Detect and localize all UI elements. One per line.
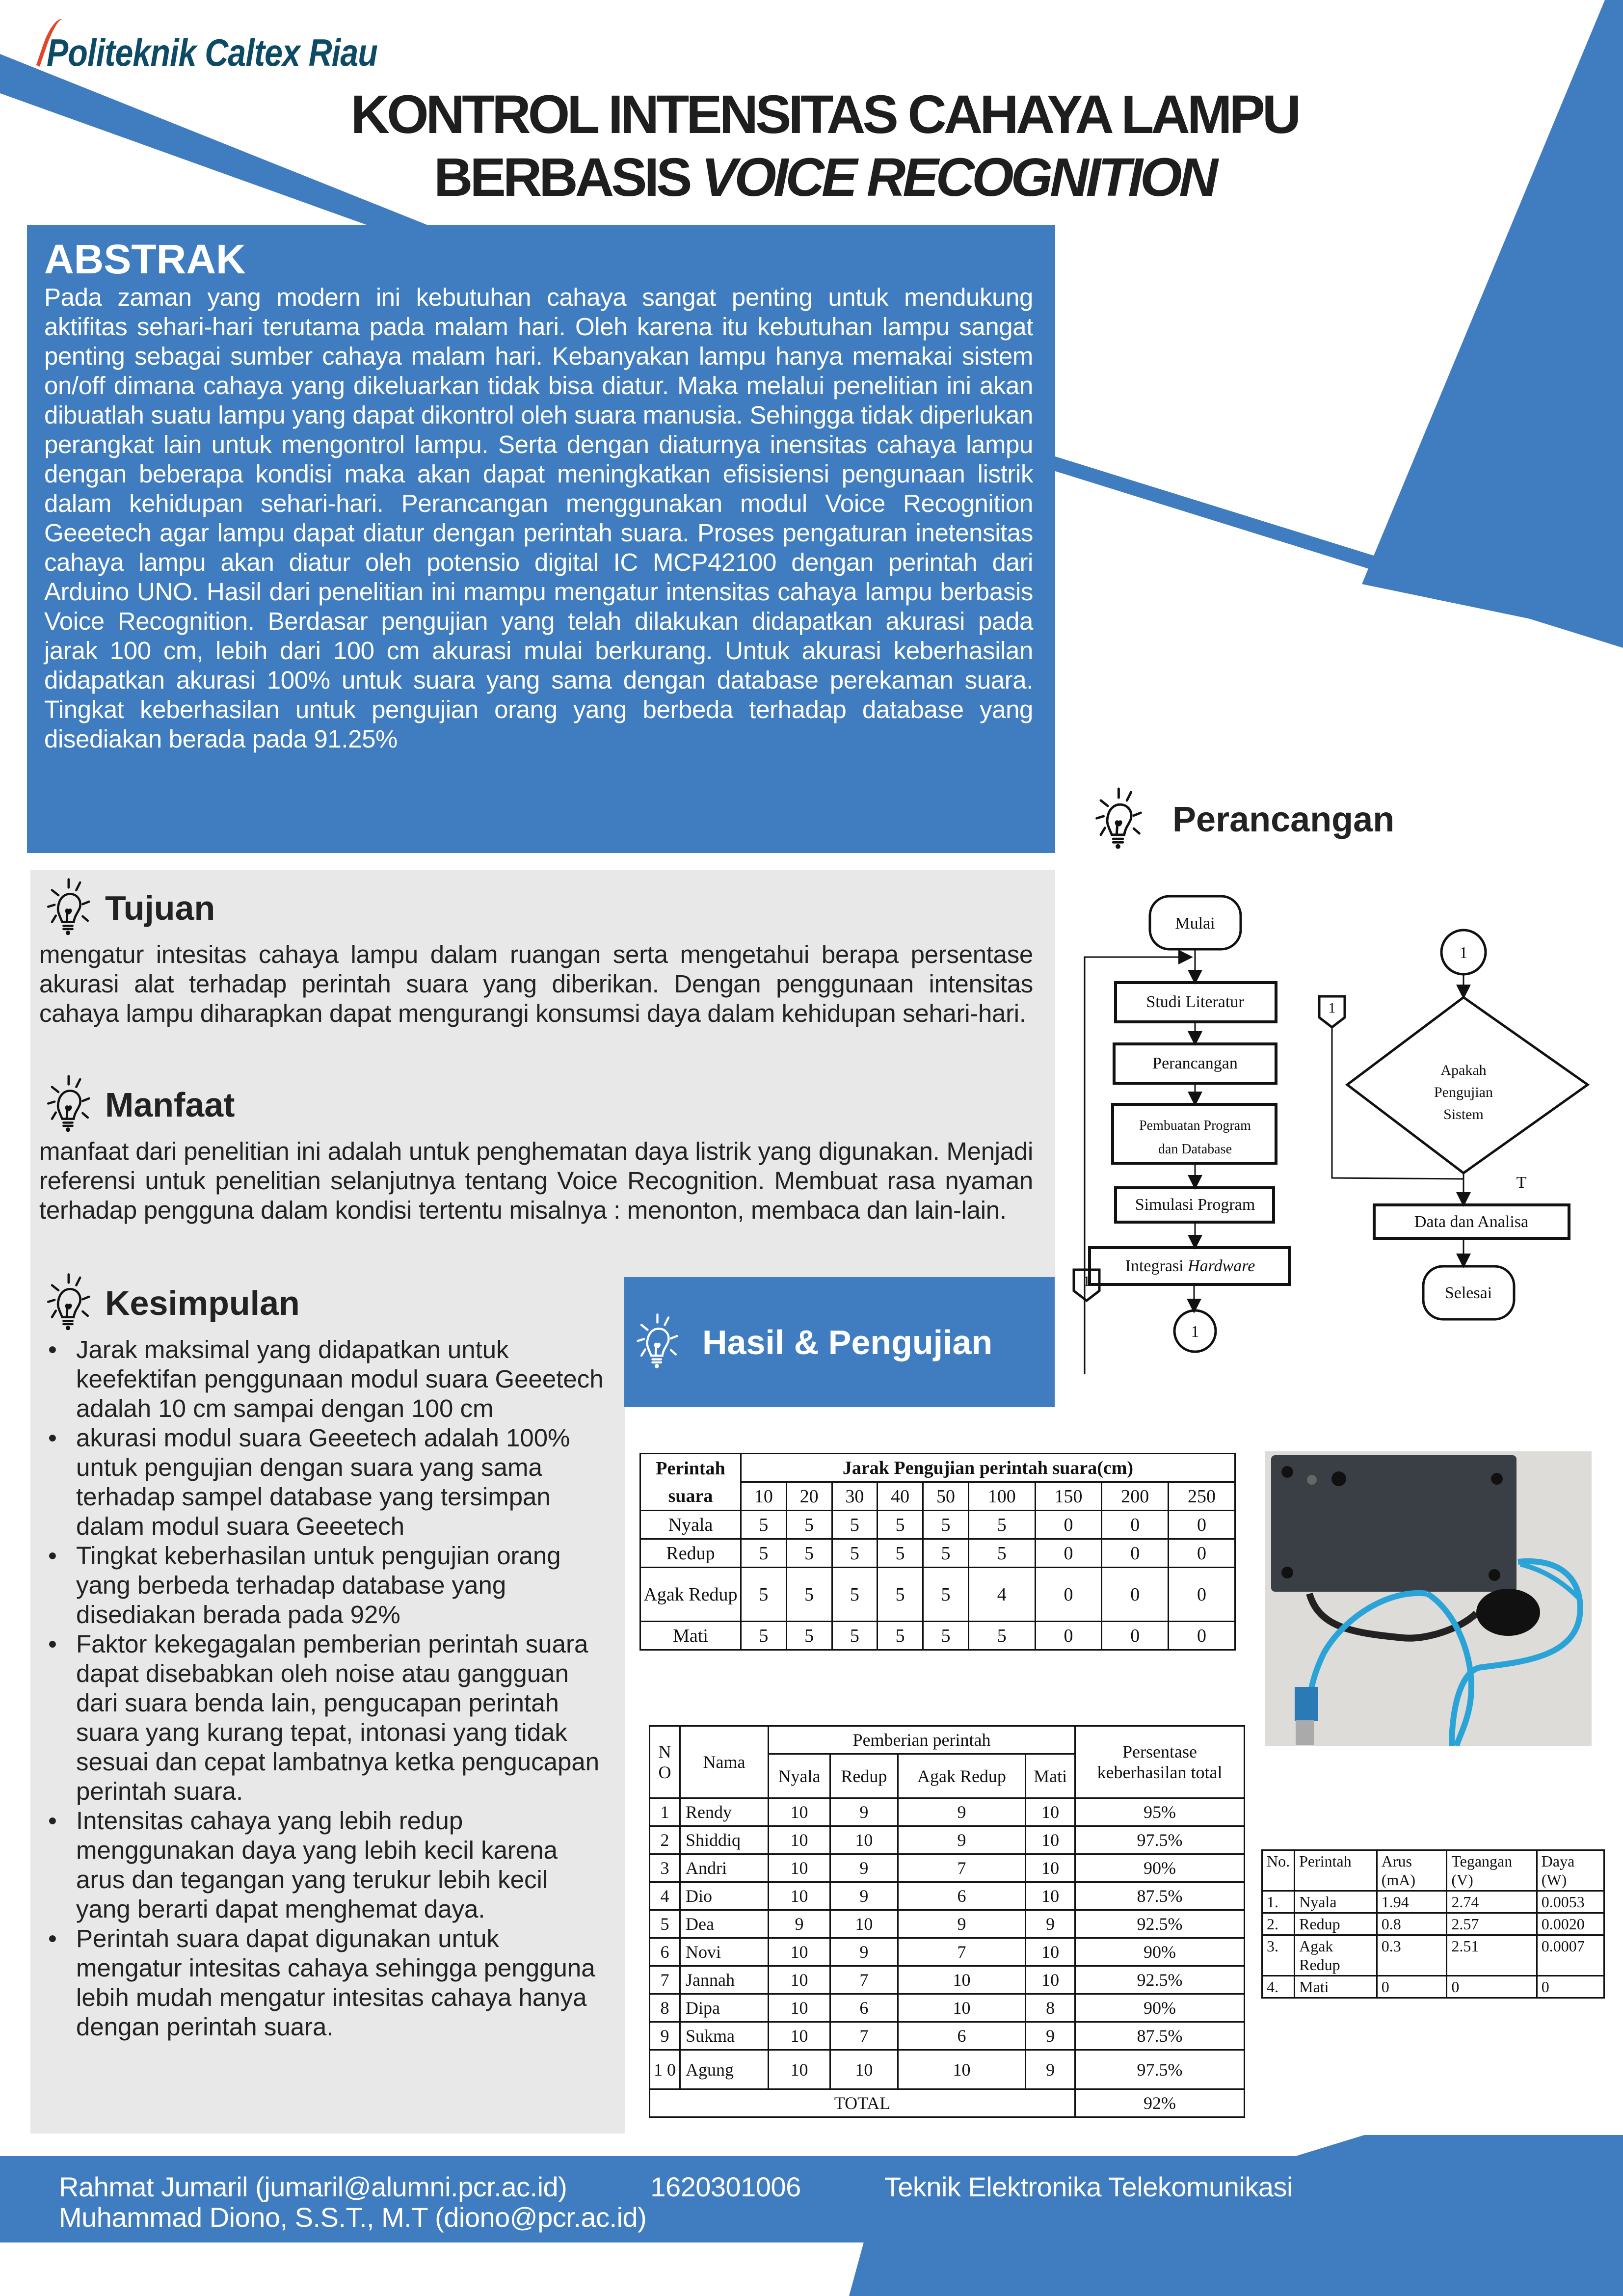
value-cell: 10: [830, 1910, 898, 1938]
value-cell: 0: [1035, 1622, 1102, 1650]
flowchart: [1065, 879, 1615, 1438]
value-cell: 9: [898, 1826, 1026, 1854]
power-header-cell: No.: [1262, 1850, 1295, 1891]
no-cell: 2: [650, 1826, 680, 1854]
value-cell: 10: [1026, 1938, 1075, 1966]
kesimpulan-item: • Intensitas cahaya yang lebih redup menggunakan daya yang lebih kecil karena arus dan tegangan yang terukur lebih kecil yang berarti dapat menghemat daya.: [39, 1806, 609, 1924]
value-cell: 9: [830, 1938, 898, 1966]
distance-test-table: [639, 1453, 1236, 1651]
footer-prodi: Teknik Elektronika Telekomunikasi: [884, 2171, 1293, 2202]
power-table: [1261, 1849, 1605, 1999]
value-cell: 5: [832, 1622, 878, 1650]
value-cell: 10: [898, 1994, 1026, 2022]
value-cell: 5: [923, 1539, 969, 1568]
table-row: [650, 1966, 1245, 1994]
kesimpulan-item: • akurasi modul suara Geeetech adalah 100% untuk pengujian dengan suara yang sama terhadap sampel database yang tersimpan dalam modul suara Geeetech: [39, 1423, 609, 1541]
table-row: [650, 1938, 1245, 1966]
kesimpulan-item: • Faktor kekegagalan pemberian perintah suara dapat disebabkan oleh noise atau gangguan dari suara benda lain, pengucapan perintah suara yang kurang tepat, intonasi yang tidak sesuai dan cepat lambatnya ketka pengucapan perintah suara.: [39, 1629, 609, 1806]
percent-cell: 87.5%: [1075, 1882, 1245, 1910]
header-pemberian: Pemberian perintah: [769, 1726, 1075, 1754]
value-cell: 0: [1169, 1511, 1235, 1539]
hasil-heading: Hasil & Pengujian: [702, 1323, 993, 1362]
value-cell: 5: [878, 1539, 923, 1568]
value-cell: 0: [1035, 1511, 1102, 1539]
table-row: [650, 1882, 1245, 1910]
power-cell: Nyala: [1295, 1891, 1377, 1913]
power-header-cell: Arus (mA): [1377, 1850, 1447, 1891]
tujuan-section: [39, 876, 1033, 1028]
value-cell: 10: [769, 1966, 830, 1994]
percent-cell: 97.5%: [1075, 2050, 1245, 2089]
abstract-heading: ABSTRAK: [44, 236, 246, 282]
value-cell: 0: [1102, 1622, 1169, 1650]
distance-cell: 250: [1169, 1482, 1235, 1511]
value-cell: 10: [769, 1882, 830, 1910]
value-cell: 10: [1026, 1854, 1075, 1882]
percent-cell: 92.5%: [1075, 1910, 1245, 1938]
value-cell: 10: [769, 1938, 830, 1966]
value-cell: 0: [1102, 1568, 1169, 1622]
title-line-1: KONTROL INTENSITAS CAHAYA LAMPU: [350, 84, 1299, 145]
distance-cell: 40: [878, 1482, 923, 1511]
power-cell: 0.0007: [1537, 1935, 1604, 1976]
power-cell: Agak Redup: [1295, 1935, 1377, 1976]
value-cell: 5: [832, 1511, 878, 1539]
value-cell: 9: [1026, 1910, 1075, 1938]
flow-start-label: Mulai: [1175, 914, 1215, 933]
value-cell: 0: [1169, 1568, 1235, 1622]
value-cell: 10: [898, 1966, 1026, 1994]
name-cell: Jannah: [680, 1966, 769, 1994]
value-cell: 0: [1035, 1568, 1102, 1622]
manfaat-body: manfaat dari penelitian ini adalah untuk penghematan daya listrik yang digunakan. Menjadi referensi untuk penelitian selanjutnya tentang Voice Recognition. Membuat rasa nyaman terhadap pengguna dalam kondisi tertentu misalnya : menonton, membaca dan lain-lain.: [39, 1137, 1033, 1224]
table-row: [1262, 1976, 1604, 1998]
power-cell: 4.: [1262, 1976, 1295, 1998]
value-cell: 5: [878, 1622, 923, 1650]
value-cell: 7: [830, 2022, 898, 2050]
percent-cell: 92.5%: [1075, 1966, 1245, 1994]
value-cell: 5: [878, 1568, 923, 1622]
value-cell: 5: [741, 1568, 787, 1622]
value-cell: 10: [1026, 1826, 1075, 1854]
value-cell: 10: [769, 1826, 830, 1854]
kesimpulan-item: • Tingkat keberhasilan untuk pengujian orang yang berbeda terhadap database yang disediakan berada pada 92%: [39, 1541, 609, 1629]
flow-decision-label-2: Pengujian: [1434, 1084, 1493, 1100]
kesimpulan-list: [39, 1335, 609, 2042]
distance-cell: 150: [1035, 1482, 1102, 1511]
lightbulb-icon: [39, 1271, 103, 1335]
value-cell: 7: [898, 1938, 1026, 1966]
value-cell: 5: [741, 1539, 787, 1568]
no-cell: 4: [650, 1882, 680, 1910]
lightbulb-icon: [629, 1311, 691, 1373]
value-cell: 9: [769, 1910, 830, 1938]
kesimpulan-item: • Jarak maksimal yang didapatkan untuk keefektifan penggunaan modul suara Geeetech adalah 10 cm sampai dengan 100 cm: [39, 1335, 609, 1423]
table-row: [650, 2022, 1245, 2050]
value-cell: 5: [923, 1511, 969, 1539]
lightbulb-icon: [1087, 785, 1156, 854]
no-cell: 7: [650, 1966, 680, 1994]
header-jarak: Jarak Pengujian perintah suara(cm): [741, 1454, 1235, 1482]
abstract-body: Pada zaman yang modern ini kebutuhan cahaya sangat penting untuk mendukung aktifitas sehari-hari terutama pada malam hari. Oleh karena itu kebutuhan lampu sangat penting sebagai sumber cahaya malam hari. Kebanyakan lampu hanya memakai sistem on/off dimana cahaya yang dikeluarkan tidak bisa diatur. Maka melalui penelitian ini akan dibuatlah suatu lampu yang dapat dikontrol oleh suara manusia. Sehingga tidak diperlukan perangkat lain untuk mengontrol lampu. Serta dengan diaturnya inensitas cahaya lampu dengan beberapa kondisi maka akan dapat meningkatkan efisisiensi pengunaan listrik dalam kehidupan sehari-hari. Perancangan menggunakan modul Voice Recognition Geeetech agar lampu dapat diatur dengan perintah suara. Proses pengaturan inetensitas cahaya lampu akan diatur oleh potensio digital IC MCP42100 dengan perintah dari Arduino UNO. Hasil dari penelitian ini mampu mengatur intensitas cahaya lampu berbasis Voice Recognition. Berdasar pengujian yang telah dilakukan didapatkan akurasi pada jarak 100 cm, lebih dari 100 cm akurasi mulai berkurang. Untuk akurasi keberhasilan didapatkan akurasi 100% untuk suara yang sama dengan database perekaman suara. Tingkat keberhasilan untuk pengujian orang yang berbeda terhadap database yang disediakan berada pada 91.25%: [44, 283, 1033, 753]
power-cell: 0: [1447, 1976, 1537, 1998]
no-cell: 6: [650, 1938, 680, 1966]
hasil-pengujian-header: [624, 1277, 1055, 1407]
value-cell: 6: [898, 1882, 1026, 1910]
value-cell: 10: [830, 2050, 898, 2089]
value-cell: 0: [1169, 1622, 1235, 1650]
power-cell: 0: [1537, 1976, 1604, 1998]
value-cell: 6: [830, 1994, 898, 2022]
table-row: [640, 1568, 1235, 1622]
distance-cell: 10: [741, 1482, 787, 1511]
value-cell: 10: [769, 2022, 830, 2050]
percent-cell: 90%: [1075, 1938, 1245, 1966]
no-cell: 3: [650, 1854, 680, 1882]
table-row: [650, 1910, 1245, 1938]
no-cell: 9: [650, 2022, 680, 2050]
manfaat-section: [39, 1073, 1033, 1225]
percent-cell: 90%: [1075, 1854, 1245, 1882]
name-cell: Agung: [680, 2050, 769, 2089]
name-cell: Andri: [680, 1854, 769, 1882]
value-cell: 5: [923, 1568, 969, 1622]
logo-text: Politeknik Caltex Riau: [47, 31, 377, 74]
value-cell: 5: [786, 1539, 832, 1568]
flow-studi-label: Studi Literatur: [1146, 993, 1244, 1011]
header-no: N O: [650, 1726, 680, 1798]
value-cell: 10: [830, 1826, 898, 1854]
distance-cell: 200: [1102, 1482, 1169, 1511]
power-cell: 2.57: [1447, 1913, 1537, 1935]
device-photo-image: [1265, 1451, 1592, 1746]
distance-cell: 30: [832, 1482, 878, 1511]
power-cell: 2.74: [1447, 1891, 1537, 1913]
total-value: 92%: [1075, 2089, 1245, 2117]
device-photo: [1265, 1451, 1592, 1746]
command-cell: Mati: [640, 1622, 741, 1650]
value-cell: 10: [769, 1854, 830, 1882]
table-row: [650, 1798, 1245, 1826]
value-cell: 0: [1035, 1539, 1102, 1568]
percent-cell: 87.5%: [1075, 2022, 1245, 2050]
power-cell: 2.: [1262, 1913, 1295, 1935]
footer-nim: 1620301006: [650, 2171, 801, 2202]
perancangan-header: [1087, 785, 1394, 854]
value-cell: 9: [830, 1882, 898, 1910]
value-cell: 5: [968, 1622, 1035, 1650]
name-cell: Novi: [680, 1938, 769, 1966]
distance-cell: 100: [968, 1482, 1035, 1511]
name-cell: Dipa: [680, 1994, 769, 2022]
value-cell: 4: [968, 1568, 1035, 1622]
kesimpulan-section: [39, 1271, 609, 2042]
table-row: [1262, 1935, 1604, 1976]
power-header-cell: Daya (W): [1537, 1850, 1604, 1891]
power-cell: 0.0020: [1537, 1913, 1604, 1935]
value-cell: 9: [830, 1854, 898, 1882]
perancangan-heading: Perancangan: [1172, 800, 1395, 839]
no-cell: 5: [650, 1910, 680, 1938]
value-cell: 10: [1026, 1882, 1075, 1910]
power-header-cell: Perintah: [1295, 1850, 1377, 1891]
value-cell: 9: [1026, 2050, 1075, 2089]
name-cell: Dio: [680, 1882, 769, 1910]
table-row: [640, 1622, 1235, 1650]
footer-supervisor: Muhammad Diono, S.S.T., M.T (diono@pcr.ac.id): [59, 2202, 647, 2233]
value-cell: 10: [898, 2050, 1026, 2089]
no-cell: 8: [650, 1994, 680, 2022]
distance-cell: 20: [786, 1482, 832, 1511]
command-header: Nyala: [769, 1754, 830, 1798]
flow-offpage-right-label: 1: [1328, 1000, 1336, 1016]
value-cell: 9: [1026, 2022, 1075, 2050]
value-cell: 5: [741, 1511, 787, 1539]
value-cell: 10: [1026, 1966, 1075, 1994]
command-header: Mati: [1026, 1754, 1075, 1798]
power-cell: 2.51: [1447, 1935, 1537, 1976]
person-test-table: [649, 1725, 1245, 2118]
flow-integrasi-label: Integrasi Hardware: [1125, 1257, 1255, 1275]
flow-offpage-left-label: 1: [1083, 1273, 1091, 1289]
table-row: [640, 1511, 1235, 1539]
power-header-cell: Tegangan (V): [1447, 1850, 1537, 1891]
lightbulb-icon: [39, 1073, 103, 1137]
power-cell: 0.8: [1377, 1913, 1447, 1935]
value-cell: 5: [968, 1511, 1035, 1539]
table-row: [650, 1854, 1245, 1882]
abstract-panel: [27, 225, 1055, 853]
no-cell: 1: [650, 1798, 680, 1826]
value-cell: 0: [1102, 1511, 1169, 1539]
title-line-2-italic: VOICE RECOGNITION: [701, 147, 1215, 208]
power-cell: 0.0053: [1537, 1891, 1604, 1913]
footer-info: [59, 2172, 1293, 2233]
lightbulb-icon: [39, 876, 103, 940]
power-header-row: [1262, 1850, 1604, 1891]
value-cell: 10: [769, 2050, 830, 2089]
name-cell: Rendy: [680, 1798, 769, 1826]
flow-pembuatan-label-1: Pembuatan Program: [1139, 1118, 1251, 1133]
flow-decision-label-1: Apakah: [1440, 1062, 1487, 1078]
footer-author: Rahmat Jumaril (jumaril@alumni.pcr.ac.id): [59, 2171, 567, 2202]
value-cell: 5: [786, 1568, 832, 1622]
value-cell: 5: [878, 1511, 923, 1539]
value-cell: 0: [1102, 1539, 1169, 1568]
name-cell: Dea: [680, 1910, 769, 1938]
power-cell: Redup: [1295, 1913, 1377, 1935]
distance-cell: 50: [923, 1482, 969, 1511]
percent-cell: 95%: [1075, 1798, 1245, 1826]
flow-decision-label-3: Sistem: [1443, 1106, 1484, 1122]
power-cell: 0: [1377, 1976, 1447, 1998]
flow-data-label: Data dan Analisa: [1414, 1213, 1529, 1231]
table-row: [1262, 1891, 1604, 1913]
table-row: [1262, 1913, 1604, 1935]
power-cell: 1.: [1262, 1891, 1295, 1913]
value-cell: 5: [832, 1568, 878, 1622]
percent-cell: 90%: [1075, 1994, 1245, 2022]
power-cell: 1.94: [1377, 1891, 1447, 1913]
title-line-2: [196, 146, 1453, 209]
table-row: [640, 1539, 1235, 1568]
power-cell: 3.: [1262, 1935, 1295, 1976]
header-persentase: Persentase keberhasilan total: [1075, 1726, 1245, 1798]
command-cell: Agak Redup: [640, 1568, 741, 1622]
value-cell: 6: [898, 2022, 1026, 2050]
no-cell: 1 0: [650, 2050, 680, 2089]
flow-perancangan-label: Perancangan: [1152, 1054, 1238, 1072]
command-cell: Redup: [640, 1539, 741, 1568]
value-cell: 9: [898, 1910, 1026, 1938]
percent-cell: 97.5%: [1075, 1826, 1245, 1854]
value-cell: 7: [898, 1854, 1026, 1882]
flow-pembuatan-label-2: dan Database: [1158, 1142, 1232, 1157]
command-header: Redup: [830, 1754, 898, 1798]
value-cell: 10: [1026, 1798, 1075, 1826]
command-header: Agak Redup: [898, 1754, 1026, 1798]
value-cell: 9: [830, 1798, 898, 1826]
value-cell: 10: [769, 1994, 830, 2022]
poster-title: [196, 83, 1453, 209]
header-perintah: Perintah suara: [640, 1454, 741, 1511]
tujuan-heading: Tujuan: [105, 889, 215, 927]
value-cell: 5: [786, 1511, 832, 1539]
value-cell: 5: [968, 1539, 1035, 1568]
power-cell: 0.3: [1377, 1935, 1447, 1976]
kesimpulan-heading: Kesimpulan: [105, 1284, 300, 1322]
header-nama: Nama: [680, 1726, 769, 1798]
flow-end-label: Selesai: [1444, 1284, 1492, 1302]
total-row: [650, 2089, 1245, 2117]
table-row: [650, 2050, 1245, 2089]
name-cell: Shiddiq: [680, 1826, 769, 1854]
command-cell: Nyala: [640, 1511, 741, 1539]
table-row: [650, 1826, 1245, 1854]
value-cell: 5: [923, 1622, 969, 1650]
value-cell: 9: [898, 1798, 1026, 1826]
table-row: [650, 1994, 1245, 2022]
tujuan-body: mengatur intesitas cahaya lampu dalam ruangan serta mengetahui berapa persentase akurasi alat terhadap perintah suara yang diberikan. Dengan penggunaan intensitas cahaya lampu diharapkan dapat mengurangi konsumsi daya dalam kehidupan sehari-hari.: [39, 940, 1033, 1027]
power-cell: Mati: [1295, 1976, 1377, 1998]
total-label: TOTAL: [650, 2089, 1075, 2117]
value-cell: 7: [830, 1966, 898, 1994]
manfaat-heading: Manfaat: [105, 1086, 235, 1124]
value-cell: 0: [1169, 1539, 1235, 1568]
value-cell: 10: [769, 1798, 830, 1826]
flow-t-label: T: [1516, 1174, 1527, 1192]
footer-top-slant: [1296, 2135, 1623, 2156]
flow-connector-top-label: 1: [1459, 944, 1468, 962]
flow-connector-bottom-label: 1: [1191, 1323, 1199, 1341]
value-cell: 5: [832, 1539, 878, 1568]
flow-simulasi-label: Simulasi Program: [1135, 1196, 1255, 1214]
name-cell: Sukma: [680, 2022, 769, 2050]
value-cell: 5: [741, 1622, 787, 1650]
value-cell: 8: [1026, 1994, 1075, 2022]
value-cell: 5: [786, 1622, 832, 1650]
title-line-2-plain: BERBASIS: [434, 147, 701, 208]
institution-logo: [47, 30, 377, 75]
kesimpulan-item: • Perintah suara dapat digunakan untuk mengatur intesitas cahaya sehingga pengguna lebih mudah mengatur intesitas cahaya hanya dengan perintah suara.: [39, 1924, 609, 2042]
